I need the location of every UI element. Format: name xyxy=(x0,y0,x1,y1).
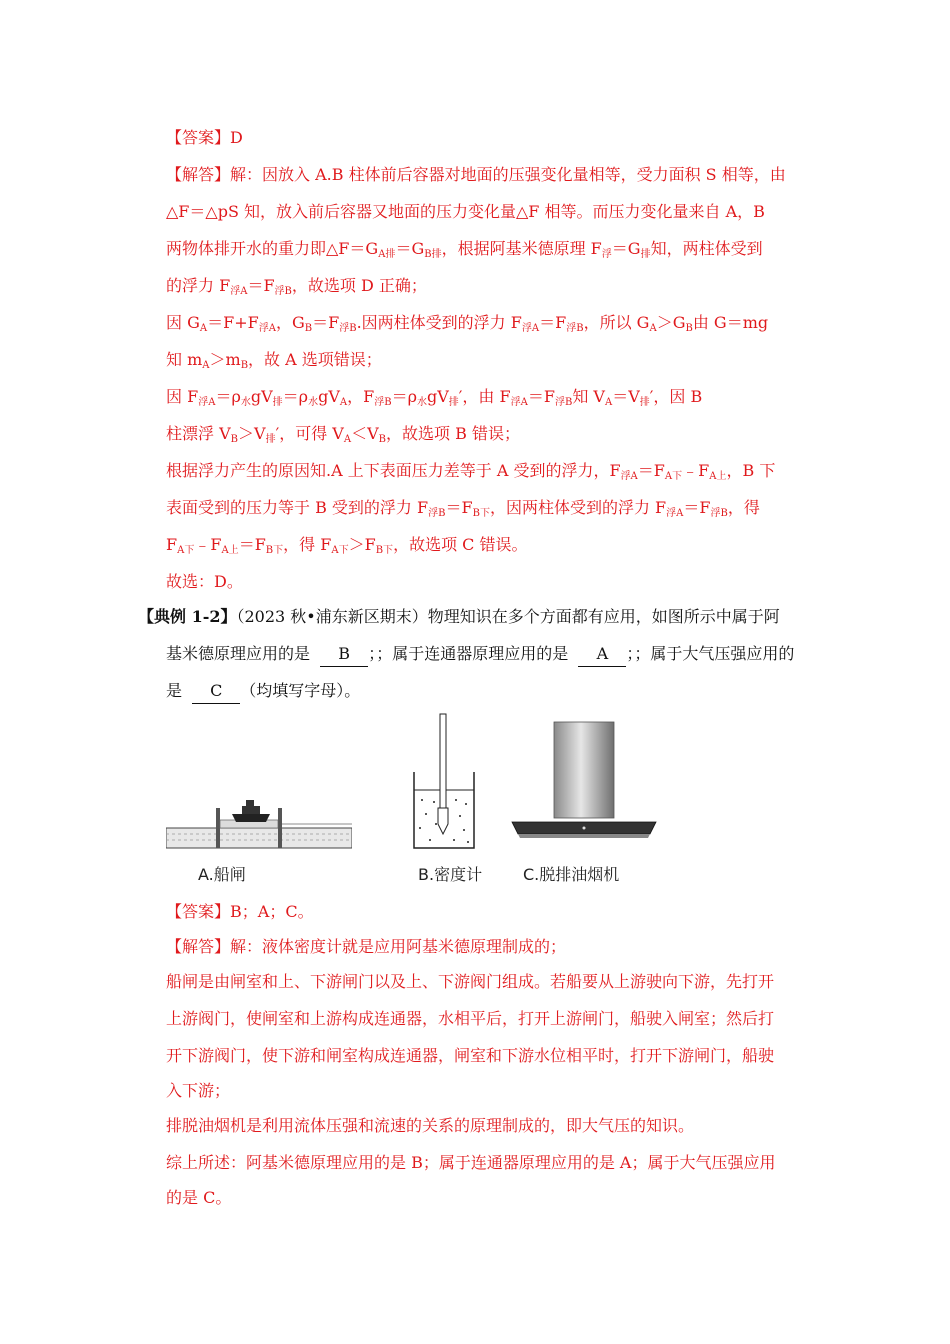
analysis-1-line-12 xyxy=(166,570,806,596)
analysis-1-line-1 xyxy=(166,163,806,189)
example-line-1 xyxy=(138,605,818,631)
analysis-label: 【解答】 xyxy=(166,937,231,956)
text-run: ＝F xyxy=(445,498,473,517)
text-run: 上游阀门，使闸室和上游构成连通器，水相平后，打开上游闸门，船驶入闸室；然后打 xyxy=(166,1009,775,1028)
subscript: A排 xyxy=(378,249,396,260)
figure-caption-b: B.密度计 xyxy=(418,865,483,884)
text-run: ＝V xyxy=(612,387,640,406)
subscript: A下 xyxy=(331,545,349,556)
subscript: 浮B xyxy=(274,286,292,297)
example-tag: 【典例 1-2】 xyxy=(138,607,237,626)
text-run: ，所以 G xyxy=(583,313,650,332)
blank-2: A xyxy=(578,642,626,667)
text-run: ＝F xyxy=(527,387,555,406)
text-run: 因 G xyxy=(166,313,200,332)
figure-caption-c: C.脱排油烟机 xyxy=(523,865,620,884)
text-run: 根据浮力产生的原因知.A 上下表面压力差等于 A 受到的浮力，F xyxy=(166,461,621,480)
subscript: A xyxy=(202,360,210,371)
analysis-2-line-7 xyxy=(166,1151,806,1177)
example-line-2: 基米德原理应用的是 B ；；属于连通器原理应用的是 A ；；属于大气压强应用的 xyxy=(166,642,806,668)
text-run: 知 m xyxy=(166,350,203,369)
subscript: 浮A xyxy=(666,508,684,519)
subscript: 浮 xyxy=(601,249,612,260)
text-run: ＝F xyxy=(238,535,266,554)
subscript: 排 xyxy=(265,434,276,445)
text-run: ，故选项 B 错误； xyxy=(386,424,520,443)
analysis-2-line-1 xyxy=(166,935,806,961)
subscript: A xyxy=(604,397,613,408)
text-run: 船闸是由闸室和上、下游闸门以及上、下游阀门组成。若船要从上游驶向下游，先打开 xyxy=(166,972,775,991)
subscript: 浮B xyxy=(710,508,728,519)
subscript: 浮B xyxy=(339,323,357,334)
subscript: 排 xyxy=(639,397,650,408)
analysis-2-line-5 xyxy=(166,1079,806,1105)
text-run: ，故选项 D 正确； xyxy=(291,276,427,295)
subscript: A xyxy=(339,397,348,408)
analysis-1-line-6 xyxy=(166,348,806,374)
blank-1: B xyxy=(320,642,368,667)
analysis-2-line-6 xyxy=(166,1114,806,1140)
text-run: .因两柱体受到的浮力 F xyxy=(356,313,522,332)
answer-1 xyxy=(166,126,806,152)
text-run: ＝F xyxy=(247,276,275,295)
text-run: 入下游； xyxy=(166,1081,231,1100)
analysis-1-line-3 xyxy=(166,237,806,263)
figure-caption-a: A.船闸 xyxy=(198,865,246,884)
analysis-text: 解：液体密度计就是应用阿基米德原理制成的； xyxy=(230,937,567,956)
analysis-2-line-8 xyxy=(166,1186,806,1212)
answer-label: 【答案】 xyxy=(166,128,231,147)
text-run: F xyxy=(166,535,178,554)
subscript: B排 xyxy=(424,249,442,260)
subscript: B下 xyxy=(375,545,394,556)
text-run: ＞F xyxy=(348,535,376,554)
hydrometer-stem xyxy=(440,714,446,810)
subscript: 浮B xyxy=(428,508,446,519)
subscript: 排 xyxy=(640,249,651,260)
hydrometer-bulb xyxy=(438,808,448,834)
analysis-1-line-5 xyxy=(166,311,806,337)
example-line-3 xyxy=(166,679,806,705)
text-run: 的浮力 F xyxy=(166,276,231,295)
hydrometer-figure xyxy=(408,712,480,852)
text-run: ﹣F xyxy=(682,461,710,480)
analysis-2-line-2 xyxy=(166,970,806,996)
subscript: A xyxy=(649,323,657,334)
analysis-text: △F＝△pS 知，放入前后容器又地面的压力变化量△F 相等。而压力变化量来自 A，B xyxy=(166,202,765,221)
subscript: 浮A xyxy=(620,471,638,482)
text-run: ＞m xyxy=(209,350,241,369)
text-run: 的是 C。 xyxy=(166,1188,232,1207)
text-run: ＝ρ xyxy=(215,387,241,406)
example-text: （2023 秋•浦东新区期末）物理知识在多个方面都有应用，如图所示中属于阿 xyxy=(236,607,780,626)
text-run: ＝F xyxy=(312,313,340,332)
text-run: ＝ρ xyxy=(391,387,417,406)
text-run: ＝F xyxy=(637,461,665,480)
subscript: 浮A xyxy=(230,286,248,297)
text-run: ＝G xyxy=(611,239,641,258)
analysis-1-line-9 xyxy=(166,459,806,485)
subscript: B xyxy=(685,323,693,334)
text-run: 知，两柱体受到 xyxy=(650,239,763,258)
subscript: 浮A xyxy=(198,397,216,408)
text-run: 柱漂浮 V xyxy=(166,424,231,443)
analysis-2-line-3 xyxy=(166,1007,806,1033)
text-run: ＝ρ xyxy=(282,387,309,406)
text-run: ＝G xyxy=(395,239,425,258)
text-run: ＝F xyxy=(683,498,711,517)
subscript: B xyxy=(304,323,313,334)
subscript: 浮B xyxy=(566,323,584,334)
subscript: 浮A xyxy=(258,323,276,334)
subscript: A xyxy=(343,434,352,445)
subscript: B下 xyxy=(472,508,490,519)
subscript: 水 xyxy=(417,397,427,408)
text-run: 开下游阀门，使下游和闸室构成连通器，闸室和下游水位相平时，打开下游闸门，船驶 xyxy=(166,1046,775,1065)
analysis-2-line-4 xyxy=(166,1044,806,1070)
text-run: ﹣F xyxy=(194,535,222,554)
subscript: 排 xyxy=(448,397,459,408)
text-run: 知 V xyxy=(572,387,605,406)
subscript: B xyxy=(378,434,387,445)
analysis-1-line-11 xyxy=(166,533,806,559)
subscript: B xyxy=(240,360,249,371)
text-run: ；属于连通器原理应用的是 xyxy=(376,644,569,663)
text-run: （均填写字母）。 xyxy=(240,681,361,700)
text-run: 由 G＝mg xyxy=(692,313,769,332)
text-run: 两物体排开水的重力即△F＝G xyxy=(166,239,379,258)
text-run: gV xyxy=(318,387,340,406)
analysis-label: 【解答】 xyxy=(166,165,231,184)
text-run: ＝F+F xyxy=(207,313,259,332)
subscript: A下 xyxy=(664,471,683,482)
text-run: 基米德原理应用的是 xyxy=(166,644,311,663)
text-run: ，故 A 选项错误； xyxy=(248,350,382,369)
analysis-1-line-10 xyxy=(166,496,806,522)
text-run: ，G xyxy=(275,313,305,332)
text-run: ′，因 B xyxy=(649,387,703,406)
subscript: A xyxy=(199,323,208,334)
ship-lock-figure xyxy=(166,790,352,850)
subscript: B下 xyxy=(265,545,284,556)
blank-3: C xyxy=(192,679,240,704)
subscript: 水 xyxy=(308,397,319,408)
subscript: 排 xyxy=(272,397,283,408)
lock-gate-upper xyxy=(216,808,220,848)
subscript: A上 xyxy=(709,471,727,482)
answer-value: D xyxy=(230,128,243,147)
analysis-1-line-8 xyxy=(166,422,806,448)
text-run: gV xyxy=(427,387,449,406)
text-run: 是 xyxy=(166,681,183,700)
text-run: 排脱油烟机是利用流体压强和流速的关系的原理制成的，即大气压的知识。 xyxy=(166,1116,695,1135)
text-run: ，得 F xyxy=(283,535,332,554)
text-run: ，F xyxy=(347,387,375,406)
analysis-1-line-7 xyxy=(166,385,806,411)
text-run: ＜V xyxy=(351,424,379,443)
hood-chimney xyxy=(554,722,614,818)
text-run: ′，由 F xyxy=(458,387,511,406)
answer-label: 【答案】 xyxy=(166,902,231,921)
text-run: ＞G xyxy=(656,313,686,332)
text-run: 因 F xyxy=(166,387,199,406)
text-run: ′，可得 V xyxy=(275,424,344,443)
subscript: 浮B xyxy=(554,397,573,408)
text-run: ＝F xyxy=(539,313,567,332)
text-run: ；属于大气压强应用的 xyxy=(634,644,795,663)
answer-value: B；A；C。 xyxy=(230,902,314,921)
text-run: ，B 下 xyxy=(726,461,776,480)
analysis-1-line-4 xyxy=(166,274,806,300)
text-run: gV xyxy=(250,387,273,406)
subscript: 浮A xyxy=(521,323,540,334)
subscript: 浮A xyxy=(510,397,528,408)
text-run: 表面受到的压力等于 B 受到的浮力 F xyxy=(166,498,429,517)
text-run: ，故选项 C 错误。 xyxy=(393,535,528,554)
subscript: 水 xyxy=(240,397,251,408)
text-run: ，得 xyxy=(727,498,760,517)
subscript: A上 xyxy=(221,545,239,556)
analysis-1-line-2 xyxy=(166,200,806,226)
answer-2 xyxy=(166,900,806,926)
range-hood-figure xyxy=(510,718,658,852)
lock-gate-lower xyxy=(278,808,282,848)
ship-icon xyxy=(232,814,270,822)
subscript: 浮B xyxy=(374,397,392,408)
text-run: ，因两柱体受到的浮力 F xyxy=(489,498,667,517)
text-run: 故选：D。 xyxy=(166,572,243,591)
text-run: ，根据阿基米德原理 F xyxy=(441,239,602,258)
analysis-text: 解：因放入 A.B 柱体前后容器对地面的压强变化量相等，受力面积 S 相等，由 xyxy=(230,165,786,184)
subscript: A下 xyxy=(177,545,195,556)
subscript: B xyxy=(230,434,239,445)
text-run: ＞V xyxy=(238,424,266,443)
text-run: 综上所述：阿基米德原理应用的是 B；属于连通器原理应用的是 A；属于大气压强应用 xyxy=(166,1153,776,1172)
